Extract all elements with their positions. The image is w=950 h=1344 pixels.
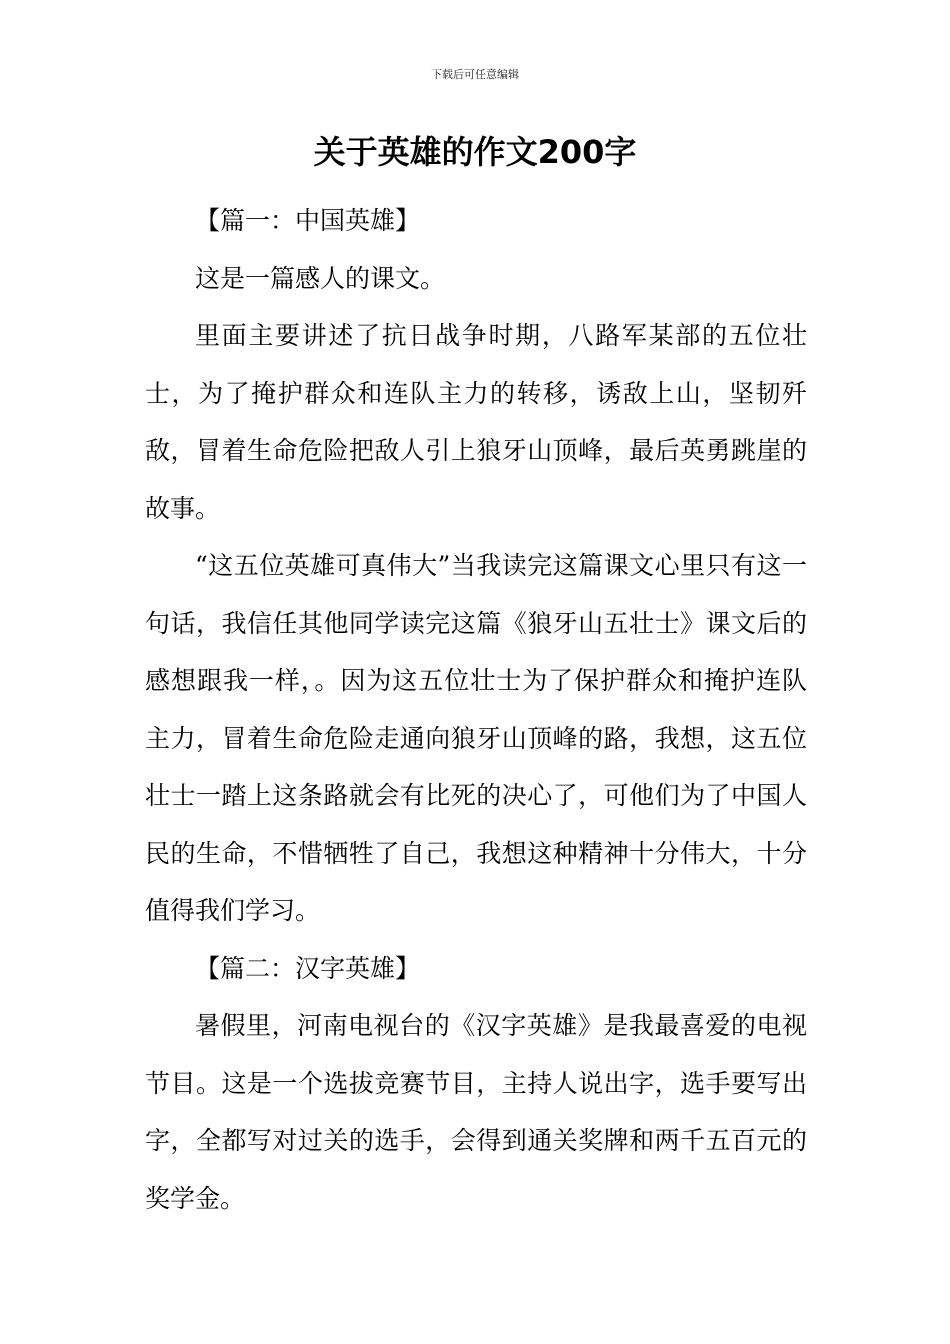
document-title: 关于英雄的作文200字 (313, 133, 637, 171)
paragraph-3: “这五位英雄可真伟大”当我读完这篇课文心里只有这一句话，我信任其他同学读完这篇《狼牙山五壮士》课文后的感想跟我一样，。因为这五位壮士为了保护群众和掩护连队主力，冒着生命危险走通向狼牙山顶峰的路，我想，这五位壮士一踏上这条路就会有比死的决心了，可他们为了中国人民的生命，不惜牺牲了自己，我想这种精神十分伟大，十分值得我们学习。 (145, 551, 807, 925)
document-body (145, 192, 807, 1227)
paragraph-2: 里面主要讲述了抗日战争时期，八路军某部的五位壮士，为了掩护群众和连队主力的转移，诱敌上山，坚韧歼敌，冒着生命危险把敌人引上狼牙山顶峰，最后英勇跳崖的故事。 (145, 321, 807, 523)
section-heading-2: 【篇二：汉字英雄】 (195, 953, 421, 983)
page-header-note: 下载后可任意编辑 (431, 68, 519, 81)
section-heading-1: 【篇一：中国英雄】 (195, 206, 421, 235)
paragraph-1: 这是一篇感人的课文。 (195, 263, 446, 293)
paragraph-4: 暑假里，河南电视台的《汉字英雄》是我最喜爱的电视节目。这是一个选拔竞赛节目，主持人说出字，选手要写出字，全都写对过关的选手，会得到通关奖牌和两千五百元的奖学金。 (145, 1011, 807, 1213)
